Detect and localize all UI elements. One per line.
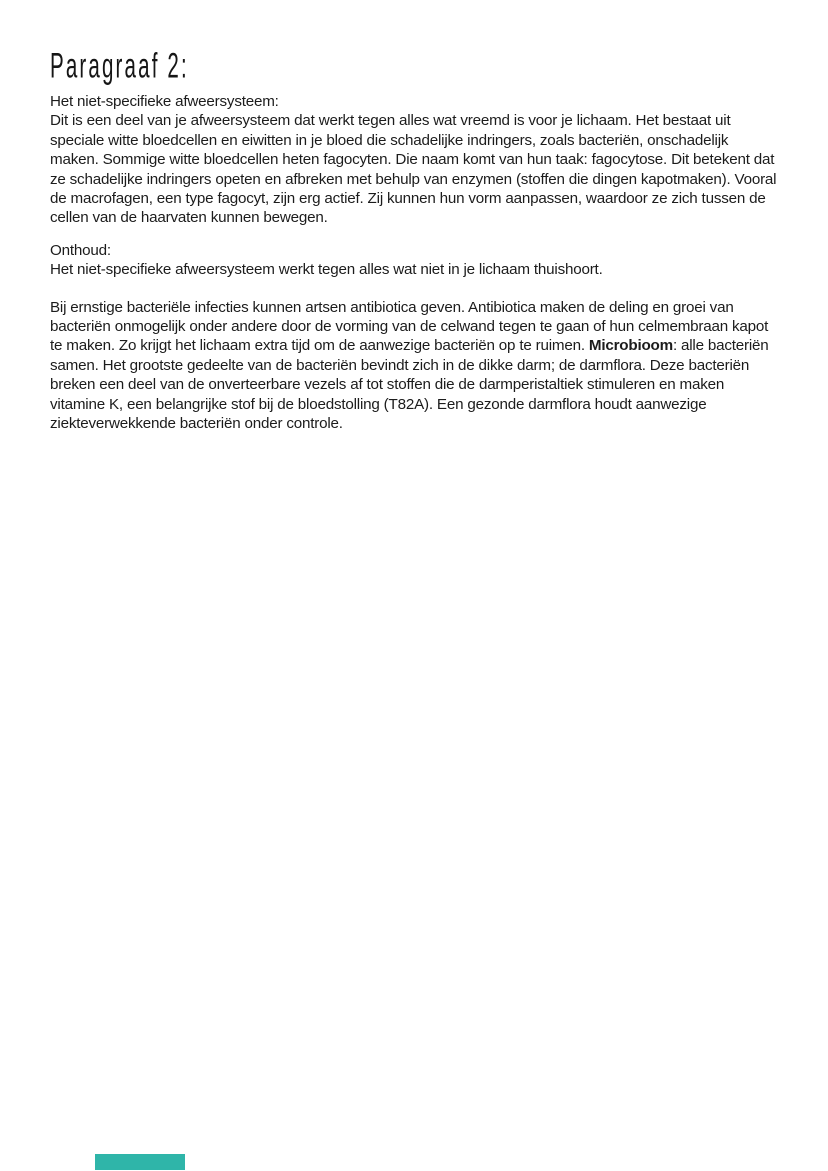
bold-term-microbioom: Microbioom [588, 337, 673, 355]
doc-line: breken een deel van de onverteerbare vezels af tot stoffen die de darmperistaltiek stimuleren en maken [50, 376, 725, 394]
doc-line: Dit is een deel van je afweersysteem dat werkt tegen alles wat vreemd is voor je lichaam. Het bestaat uit [50, 112, 731, 130]
paragraph-2 [50, 298, 792, 434]
onthoud-label: Onthoud: [50, 241, 111, 259]
onthoud-line: Het niet-specifieke afweersysteem werkt tegen alles wat niet in je lichaam thuishoort. [50, 261, 603, 279]
doc-line: samen. Het grootste gedeelte van de bacteriën bevindt zich in de dikke darm; de darmflora. Deze bacteriën [50, 356, 750, 374]
doc-line: speciale witte bloedcellen en eiwitten in je bloed die schadelijke indringers, zoals bacteriën, onschadelijk [50, 131, 729, 149]
doc-line: Bij ernstige bacteriële infecties kunnen artsen antibiotica geven. Antibiotica maken de deling en groei van [50, 298, 734, 316]
doc-line: ziekteverwekkende bacteriën onder controle. [50, 415, 343, 433]
page-title [50, 48, 792, 92]
doc-line: cellen van de haarvaten kunnen bewegen. [50, 209, 328, 227]
paragraph-gap [50, 280, 792, 298]
onthoud-block [50, 241, 792, 280]
doc-line: maken. Sommige witte bloedcellen heten fagocyten. Die naam komt van hun taak: fagocytose. Dit betekent dat [50, 151, 775, 169]
doc-line: de macrofagen, een type fagocyt, zijn erg actief. Zij kunnen hun vorm aanpassen, waardoor ze zich tussen de [50, 190, 766, 208]
page-title-text: Paragraaf 2: [50, 48, 189, 87]
doc-line: bacteriën onmogelijk onder andere door de vorming van de celwand tegen te gaan of hun celmembraan kapot [50, 318, 769, 336]
document-content [50, 48, 792, 434]
paragraph-1 [50, 111, 792, 227]
doc-line: ze schadelijke indringers opeten en afbreken met behulp van enzymen (stoffen die dingen kapotmaken). Vooral [50, 170, 777, 188]
paragraph-gap [50, 228, 792, 241]
teal-accent-bar [95, 1154, 185, 1170]
doc-line-segment: te maken. Zo krijgt het lichaam extra tijd om de aanwezige bacteriën op te ruimen. [50, 337, 589, 355]
intro-line: Het niet-specifieke afweersysteem: [50, 93, 279, 110]
doc-line: vitamine K, een belangrijke stof bij de bloedstolling (T82A). Een gezonde darmflora houdt aanwezige [50, 395, 707, 413]
doc-line-with-bold [50, 336, 792, 355]
doc-line-segment: : alle bacteriën [672, 337, 769, 355]
